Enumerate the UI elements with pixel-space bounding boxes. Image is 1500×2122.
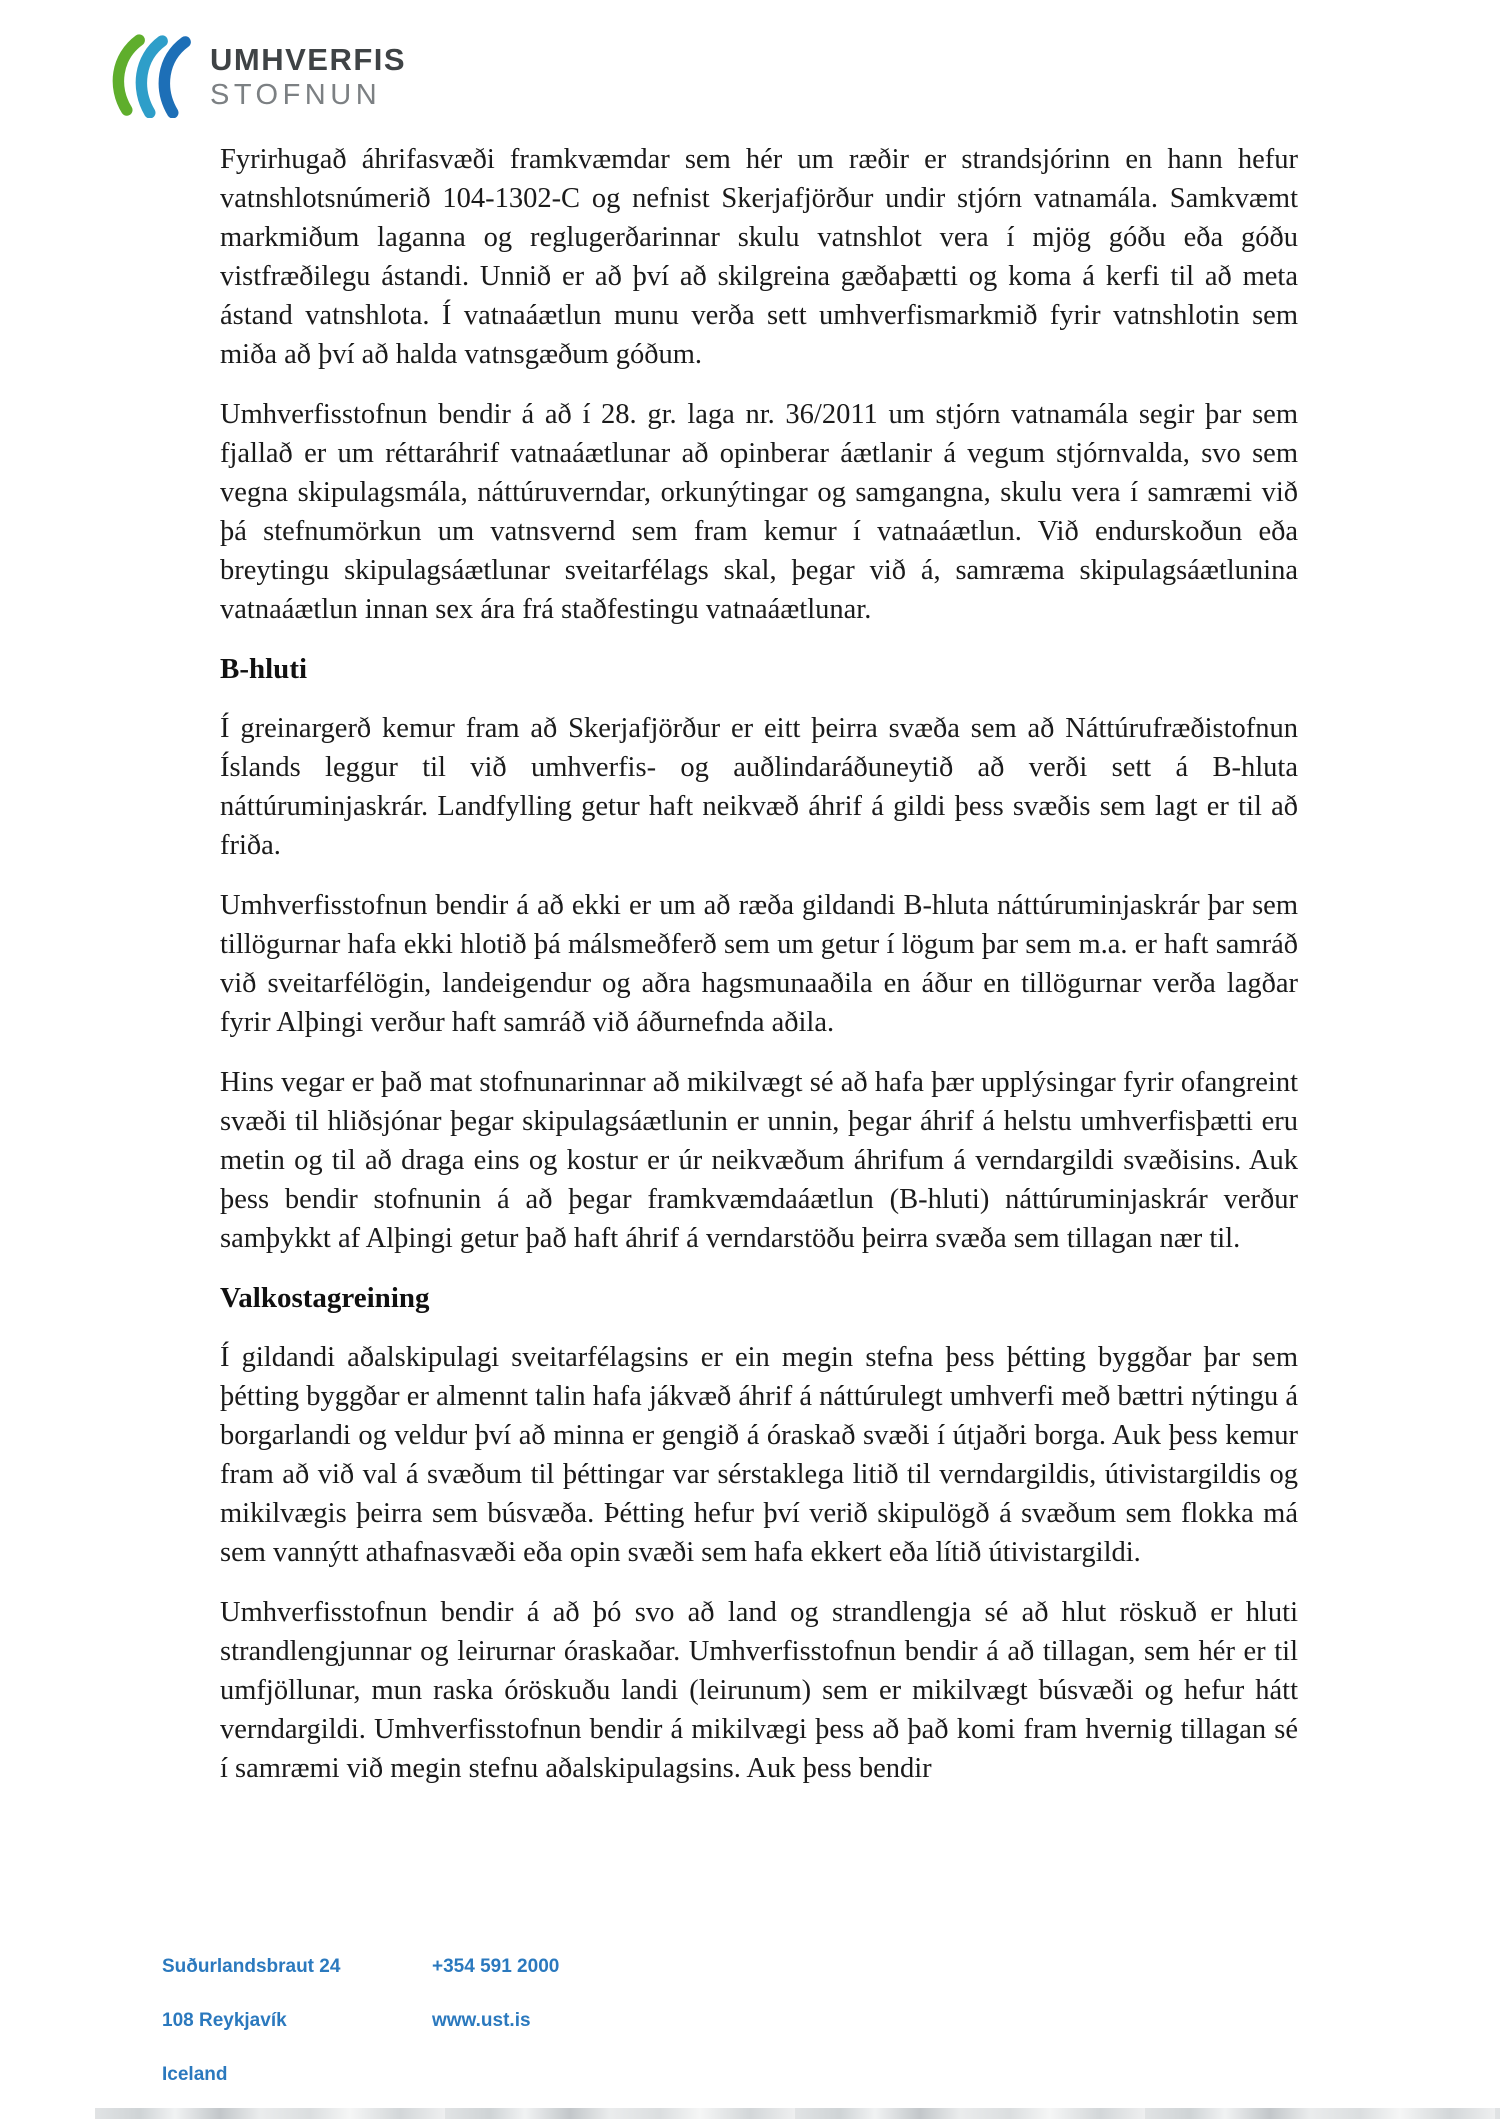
- paragraph-registry-not-in-force: Umhverfisstofnun bendir á að ekki er um að ræða gildandi B-hluta náttúruminjaskrár þar sem tillögurnar hafa ekki hlotið þá málsmeðferð sem um getur í lögum þar sem m.a. er haft samráð við sveitarfélögin, landeigendur og aðra hagsmunaaðila en áður en tillögurnar verða lagðar fyrir Alþingi verður haft samráð við áðurnefnda aðila.: [220, 890, 1298, 1038]
- footer-address-block: [162, 1926, 340, 2115]
- paragraph-scope-of-impact: Fyrirhugað áhrifasvæði framkvæmdar sem hér um ræðir er strandsjórinn en hann hefur vatnshlotsnúmerið 104-1302-C og nefnist Skerjafjörður undir stjórn vatnamála. Samkvæmt markmiðum laganna og reglugerðarinnar skulu vatnshlot vera í mjög góðu eða góðu vistfræðilegu ástandi. Unnið er að því að skilgreina gæðaþætti og koma á kerfi til að meta ástand vatnshlota. Í vatnaáætlun munu verða sett umhverfismarkmið fyrir vatnshlotin sem miða að því að halda vatnsgæðum góðum.: [220, 144, 1298, 370]
- scan-artifact-strip: [95, 2108, 1500, 2119]
- paragraph-nature-registry-proposal: Í greinargerð kemur fram að Skerjafjörður er eitt þeirra svæða sem að Náttúrufræðistofnun Íslands leggur til við umhverfis- og auðlindaráðuneytið að verði sett á B-hluta náttúruminjaskrár. Landfylling getur haft neikvæð áhrif á gildi þess svæðis sem lagt er til að friða.: [220, 713, 1298, 861]
- footer-phone: +354 591 2000: [432, 1956, 560, 1977]
- footer-city: 108 Reykjavík: [162, 2010, 287, 2031]
- paragraph-agency-assessment: Hins vegar er það mat stofnunarinnar að mikilvægt sé að hafa þær upplýsingar fyrir ofangreint svæði til hliðsjónar þegar skipulagsáætlunin er unnin, þegar áhrif á helstu umhverfisþætti eru metin og til að draga eins og kostur er úr neikvæðum áhrifum á verndargildi svæðisins. Auk þess bendir stofnunin á að þegar framkvæmdaáætlun (B-hluti) náttúruminjaskrár verður samþykkt af Alþingi getur það haft áhrif á verndarstöðu þeirra svæða sem tillagan nær til.: [220, 1067, 1298, 1254]
- paragraph-densification-policy: Í gildandi aðalskipulagi sveitarfélagsins er ein megin stefna þess þétting byggðar þar sem þétting byggðar er almennt talin hafa jákvæð áhrif á náttúrulegt umhverfi með bættri nýtingu á borgarlandi og veldur því að minna er gengið á óraskað svæði í útjaðri borga. Auk þess kemur fram að við val á svæðum til þéttingar var sérstaklega litið til verndargildis, útivistargildis og mikilvægis þeirra sem búsvæða. Þétting hefur því verið skipulögð á svæðum sem flokka má sem vannýtt athafnasvæði eða opin svæði sem hafa ekkert eða lítið útivistargildi.: [220, 1342, 1298, 1568]
- footer-website: www.ust.is: [432, 2010, 531, 2031]
- section-heading-b-hluti: B-hluti: [220, 653, 308, 685]
- section-heading-valkostagreining: Valkostagreining: [220, 1282, 430, 1314]
- paragraph-shoreline-impact: Umhverfisstofnun bendir á að þó svo að land og strandlengja sé að hlut röskuð er hluti strandlengjunnar og leirurnar óraskaðar. Umhverfisstofnun bendir á að tillagan, sem hér er til umfjöllunar, mun raska óröskuðu landi (leirunum) sem er mikilvægt búsvæði og hefur hátt verndargildi. Umhverfisstofnun bendir á mikilvægi þess að það komi fram hvernig tillagan sé í samræmi við megin stefnu aðalskipulagsins. Auk þess bendir: [220, 1597, 1298, 1784]
- footer-street: Suðurlandsbraut 24: [162, 1956, 341, 1977]
- footer-contact-block: [432, 1926, 559, 2061]
- footer-country: Iceland: [162, 2064, 228, 2085]
- agency-logo: [102, 34, 406, 118]
- agency-name: [210, 34, 406, 112]
- paragraph-water-management-law: Umhverfisstofnun bendir á að í 28. gr. laga nr. 36/2011 um stjórn vatnamála segir þar sem fjallað er um réttaráhrif vatnaáætlunar að opinberar áætlanir á vegum stjórnvalda, svo sem vegna skipulagsmála, náttúruverndar, orkunýtingar og samgangna, skulu vera í samræmi við þá stefnumörkun um vatnsvernd sem fram kemur í vatnaáætlun. Við endurskoðun eða breytingu skipulagsáætlunar sveitarfélags skal, þegar við á, samræma skipulagsáætlunina vatnaáætlun innan sex ára frá staðfestingu vatnaáætlunar.: [220, 399, 1298, 625]
- agency-name-line1: UMHVERFIS: [210, 42, 407, 77]
- umhverfisstofnun-wave-logo-icon: [102, 34, 194, 118]
- agency-name-line2: STOFNUN: [210, 78, 382, 111]
- letter-body: [220, 140, 1298, 1809]
